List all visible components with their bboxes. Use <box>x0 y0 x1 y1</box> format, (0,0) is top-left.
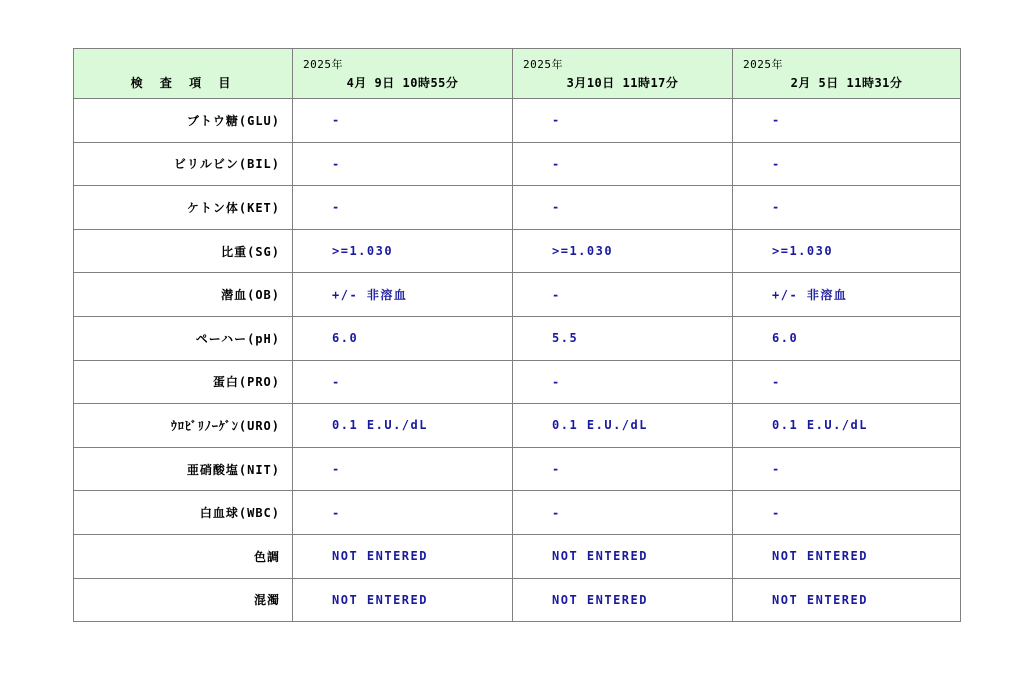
table-row <box>74 186 961 230</box>
test-result-value: +/- 非溶血 <box>293 273 513 317</box>
test-result-value: - <box>733 186 961 230</box>
date-column-header <box>733 49 961 99</box>
item-column-title: 検 査 項 目 <box>130 76 236 90</box>
date-time: 2月 5日 11時31分 <box>790 76 903 90</box>
test-item-name: 蛋白(PRO) <box>74 360 293 404</box>
table-row <box>74 404 961 448</box>
test-result-value: +/- 非溶血 <box>733 273 961 317</box>
test-result-value: - <box>513 273 733 317</box>
test-result-value: - <box>513 491 733 535</box>
test-result-value: 5.5 <box>513 316 733 360</box>
test-result-value: - <box>293 186 513 230</box>
test-result-value: NOT ENTERED <box>293 534 513 578</box>
test-result-value: - <box>513 142 733 186</box>
table-row <box>74 316 961 360</box>
test-result-value: NOT ENTERED <box>733 578 961 622</box>
test-result-value: - <box>513 99 733 143</box>
test-result-value: - <box>513 186 733 230</box>
test-result-value: - <box>733 99 961 143</box>
table-row <box>74 491 961 535</box>
table-row <box>74 447 961 491</box>
test-result-value: - <box>293 491 513 535</box>
test-item-name: 潜血(OB) <box>74 273 293 317</box>
test-item-name: 亜硝酸塩(NIT) <box>74 447 293 491</box>
test-result-value: >=1.030 <box>293 229 513 273</box>
test-item-name: ペーハー(pH) <box>74 316 293 360</box>
date-year: 2025年 <box>303 58 343 71</box>
date-column-header <box>293 49 513 99</box>
test-item-name: 色調 <box>74 534 293 578</box>
test-result-value: 6.0 <box>733 316 961 360</box>
table-row <box>74 360 961 404</box>
test-result-value: NOT ENTERED <box>513 578 733 622</box>
table-row <box>74 99 961 143</box>
date-column-header <box>513 49 733 99</box>
test-item-name: 白血球(WBC) <box>74 491 293 535</box>
date-year: 2025年 <box>523 58 563 71</box>
item-column-header <box>74 49 293 99</box>
test-item-name: 混濁 <box>74 578 293 622</box>
test-item-name: ｳﾛﾋﾞﾘﾉｰｹﾞﾝ(URO) <box>74 404 293 448</box>
table-row <box>74 273 961 317</box>
test-result-value: - <box>733 447 961 491</box>
test-result-value: - <box>733 360 961 404</box>
test-result-value: 0.1 E.U./dL <box>293 404 513 448</box>
urinalysis-results-table <box>73 48 961 622</box>
test-item-name: ブトウ糖(GLU) <box>74 99 293 143</box>
test-result-value: NOT ENTERED <box>293 578 513 622</box>
test-result-value: 0.1 E.U./dL <box>733 404 961 448</box>
test-result-value: - <box>733 142 961 186</box>
test-result-value: >=1.030 <box>513 229 733 273</box>
test-result-value: - <box>733 491 961 535</box>
test-result-value: >=1.030 <box>733 229 961 273</box>
test-result-value: NOT ENTERED <box>733 534 961 578</box>
table-row <box>74 578 961 622</box>
test-item-name: ビリルビン(BIL) <box>74 142 293 186</box>
test-result-value: 6.0 <box>293 316 513 360</box>
test-item-name: 比重(SG) <box>74 229 293 273</box>
table-row <box>74 534 961 578</box>
test-result-value: - <box>293 99 513 143</box>
table-row <box>74 229 961 273</box>
test-item-name: ケトン体(KET) <box>74 186 293 230</box>
date-year: 2025年 <box>743 58 783 71</box>
test-result-value: - <box>293 447 513 491</box>
test-result-value: - <box>293 142 513 186</box>
header-row <box>74 49 961 99</box>
test-result-value: - <box>513 447 733 491</box>
test-result-value: NOT ENTERED <box>513 534 733 578</box>
date-time: 4月 9日 10時55分 <box>346 76 459 90</box>
test-result-value: - <box>513 360 733 404</box>
test-result-value: - <box>293 360 513 404</box>
table-row <box>74 142 961 186</box>
test-result-value: 0.1 E.U./dL <box>513 404 733 448</box>
date-time: 3月10日 11時17分 <box>566 76 679 90</box>
